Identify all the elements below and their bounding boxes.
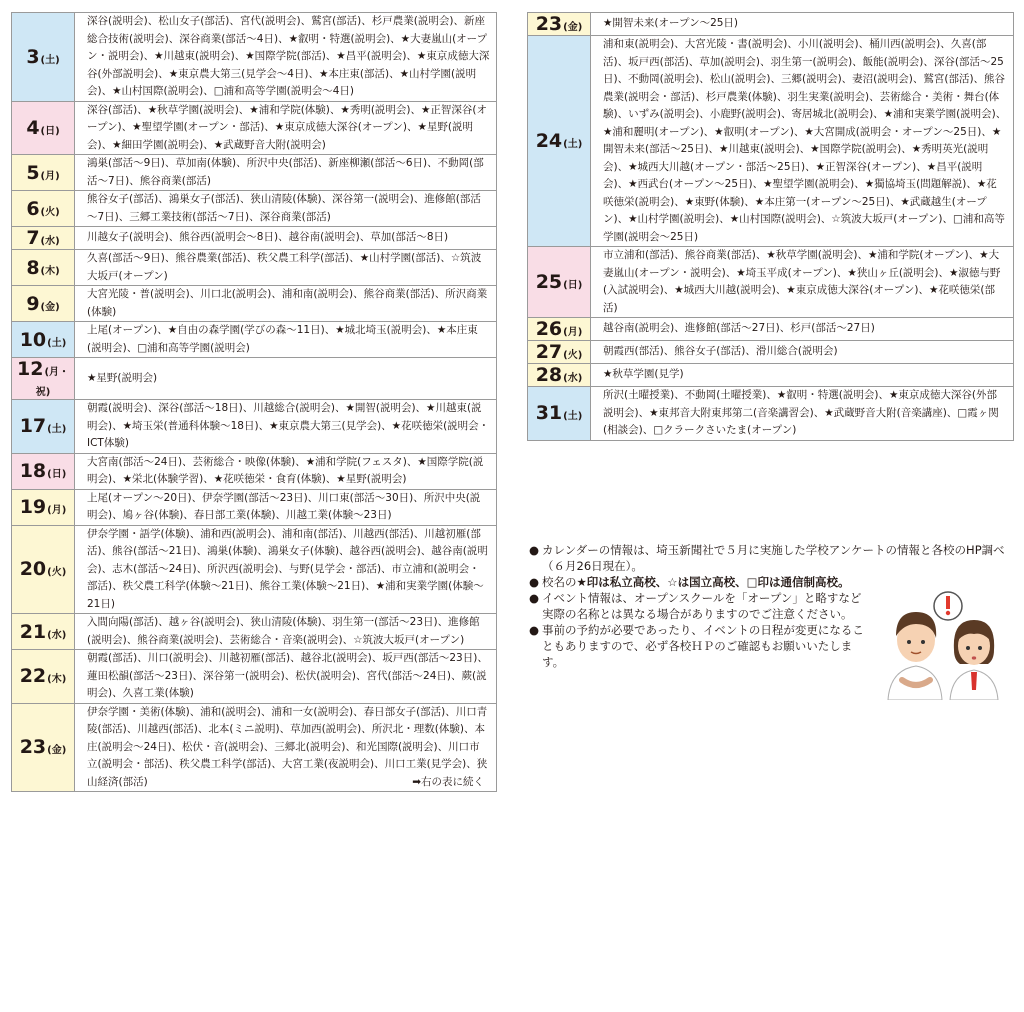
calendar-row xyxy=(12,453,497,489)
date-cell xyxy=(12,400,75,454)
weekday: (月) xyxy=(40,170,60,182)
events-text: 所沢(土曜授業)、不動岡(土曜授業)、★叡明・特選(説明会)、★東京成徳大深谷(外部説明会)、★東邦音大附東邦第二(音楽講習会)、★武蔵野音大附(音楽講座)、□霞ヶ関(相談会)、□クラークさいたま(オープン) xyxy=(603,389,999,436)
date-cell xyxy=(12,13,75,102)
events-text: 朝霞(部活)、川口(説明会)、川越初雁(部活)、越谷北(説明会)、坂戸西(部活～23日)、蓮田松韻(部活～23日)、深谷第一(説明会)、松伏(説明会)、宮代(部活～24日)、蕨(説明会)、久喜工業(体験) xyxy=(87,652,488,699)
bullet-icon: ● xyxy=(529,591,540,605)
events-text: 久喜(部活～9日)、熊谷農業(部活)、秩父農工科学(部活)、★山村学園(部活)、☆筑波大坂戸(オープン) xyxy=(87,252,482,282)
calendar-row xyxy=(12,13,497,102)
events-cell xyxy=(75,703,497,792)
day-number: 19 xyxy=(19,496,47,518)
events-text: 熊谷女子(部活)、鴻巣女子(部活)、狭山清陵(体験)、深谷第一(説明会)、進修館(部活～7日)、三郷工業技術(部活～7日)、深谷商業(部活) xyxy=(87,193,481,223)
bullet-icon: ● xyxy=(529,575,540,589)
day-number: 25 xyxy=(535,271,563,293)
bullet-icon: ● xyxy=(529,543,540,557)
events-text: 深谷(部活)、★秋草学園(説明会)、★浦和学院(体験)、★秀明(説明会)、★正智深谷(オープン)、★聖望学園(オープン・部活)、★東京成徳大深谷(オープン)、★星野(説明会)、★細田学園(説明会)、★武蔵野音大附(説明会) xyxy=(87,103,488,151)
events-text: 鴻巣(部活～9日)、草加南(体験)、所沢中央(部活)、新座柳瀬(部活～6日)、不動岡(部活～7日)、熊谷商業(部活) xyxy=(87,157,484,187)
date-cell xyxy=(528,36,591,247)
weekday: (土) xyxy=(47,424,67,436)
exclamation-icon xyxy=(934,592,962,620)
events-text: 大宮南(部活～24日)、芸術総合・映像(体験)、★浦和学院(フェスタ)、★国際学院(説明会)、★栄北(体験学習)、★花咲徳栄・食育(体験)、★星野(説明会) xyxy=(87,455,484,485)
events-cell xyxy=(75,489,497,525)
events-text: 伊奈学園・美術(体験)、浦和(説明会)、浦和一女(説明会)、春日部女子(部活)、川口青陵(部活)、川越西(部活)、北本(ミニ説明)、草加西(説明会)、所沢北・理数(体験)、本庄(説明会～24日)、松伏・音(説明会)、三郷北(説明会)、和光国際(説明会)、川口市立(説明会・部活)、秩父農工科学(部活)、大宮工業(夜説明会)、川口工業(見学会)、狭山経済(部活) xyxy=(87,705,488,788)
events-cell xyxy=(75,322,497,358)
date-cell xyxy=(12,489,75,525)
events-text: ★星野(説明会) xyxy=(87,371,158,384)
events-text: 上尾(オープン)、★自由の森学園(学びの森～11日)、★城北埼玉(説明会)、★本庄東(説明会)、□浦和高等学園(説明会) xyxy=(87,324,478,354)
weekday: (木) xyxy=(47,674,67,686)
day-number: 18 xyxy=(19,460,47,482)
date-cell xyxy=(528,364,591,387)
calendar-row xyxy=(528,387,1014,441)
note-source xyxy=(529,542,1009,574)
events-cell xyxy=(591,364,1014,387)
calendar-row xyxy=(528,318,1014,341)
events-cell xyxy=(591,247,1014,318)
events-cell xyxy=(591,36,1014,247)
events-text: 越谷南(説明会)、進修館(部活～27日)、杉戸(部活～27日) xyxy=(603,322,875,335)
date-cell xyxy=(528,247,591,318)
weekday: (月) xyxy=(563,327,583,338)
note-reservation xyxy=(529,622,872,670)
calendar-row xyxy=(12,155,497,191)
events-cell xyxy=(75,13,497,102)
note-text: 事前の予約が必要であったり、イベントの日程が変更になることもありますので、必ず各校ＨＰのご確認もお願いいたします。 xyxy=(542,623,864,669)
weekday: (月) xyxy=(47,505,67,516)
date-cell xyxy=(528,341,591,364)
calendar-row xyxy=(12,191,497,227)
date-cell xyxy=(12,650,75,704)
date-cell xyxy=(528,318,591,341)
day-number: 12 xyxy=(16,358,44,380)
date-cell xyxy=(528,387,591,441)
day-number: 6 xyxy=(26,197,40,220)
date-cell xyxy=(12,358,75,400)
day-number: 9 xyxy=(26,292,40,315)
day-number: 3 xyxy=(26,45,40,68)
weekday: (水) xyxy=(40,236,60,247)
note-text: カレンダーの情報は、埼玉新聞社で５月に実施した学校アンケートの情報と各校のHP調べ（６月26日現在）。 xyxy=(542,543,1005,573)
note-legend xyxy=(529,574,1009,590)
day-number: 23 xyxy=(19,736,47,759)
events-cell xyxy=(591,318,1014,341)
calendar-row xyxy=(12,703,497,792)
date-cell xyxy=(12,101,75,155)
day-number: 23 xyxy=(535,13,563,35)
events-cell xyxy=(75,614,497,650)
calendar-table-right xyxy=(527,12,1014,441)
events-cell xyxy=(591,341,1014,364)
events-text: 市立浦和(部活)、熊谷商業(部活)、★秋草学園(説明会)、★浦和学院(オープン)、★大妻嵐山(オープン・説明会)、★埼玉平成(オープン)、★狭山ヶ丘(説明会)、★淑徳与野(入試説明会)、★城西大川越(説明会)、★東京成徳大深谷(オープン)、★花咲徳栄(部活) xyxy=(603,249,1001,314)
events-cell xyxy=(75,227,497,250)
calendar-row xyxy=(528,341,1014,364)
events-text: 入間向陽(部活)、越ヶ谷(説明会)、狭山清陵(体験)、羽生第一(部活～23日)、進修館(説明会)、熊谷商業(説明会)、芸術総合・音楽(説明会)、☆筑波大坂戸(オープン) xyxy=(87,616,480,646)
events-cell xyxy=(75,286,497,322)
events-text: 伊奈学園・語学(体験)、浦和西(説明会)、浦和南(部活)、川越西(部活)、川越初雁(部活)、熊谷(部活～21日)、鴻巣(体験)、鴻巣女子(体験)、越谷西(説明会)、越谷南(説明会)、志木(部活～24日)、所沢西(説明会)、与野(見学会・部活)、市立浦和(説明会・部活)、秩父農工科学(体験～21日)、熊谷工業(体験～21日)、★浦和実業学園(体験～21日) xyxy=(87,527,488,610)
day-number: 24 xyxy=(535,130,563,152)
day-number: 10 xyxy=(19,328,47,351)
calendar-row xyxy=(12,650,497,704)
weekday: (金) xyxy=(563,22,583,33)
weekday: (土) xyxy=(563,139,583,150)
calendar-row xyxy=(12,286,497,322)
day-number: 31 xyxy=(535,402,563,425)
date-cell xyxy=(12,453,75,489)
day-number: 28 xyxy=(535,364,563,386)
date-cell xyxy=(12,227,75,250)
calendar-row xyxy=(12,489,497,525)
weekday: (火) xyxy=(563,350,583,361)
students-illustration-icon xyxy=(878,590,1008,700)
events-cell xyxy=(591,387,1014,441)
calendar-row xyxy=(528,13,1014,36)
weekday: (火) xyxy=(40,206,60,218)
events-cell xyxy=(75,400,497,454)
calendar-row xyxy=(12,400,497,454)
calendar-row xyxy=(528,247,1014,318)
day-number: 21 xyxy=(19,620,47,643)
calendar-row xyxy=(12,614,497,650)
note-text: 校名の xyxy=(542,575,577,589)
note-event-names xyxy=(529,590,872,622)
calendar-row xyxy=(12,101,497,155)
events-text: 上尾(オープン～20日)、伊奈学園(部活～23日)、川口東(部活～30日)、所沢中央(説明会)、鳩ヶ谷(体験)、春日部工業(体験)、川越工業(体験～23日) xyxy=(87,491,481,521)
bullet-icon: ● xyxy=(529,623,540,637)
girl-icon xyxy=(950,620,998,700)
calendar-row xyxy=(528,36,1014,247)
day-number: 27 xyxy=(535,341,563,363)
weekday: (水) xyxy=(563,373,583,384)
events-text: ★秋草学園(見学) xyxy=(603,368,684,381)
day-number: 4 xyxy=(26,116,40,139)
weekday: (月・祝) xyxy=(35,367,70,398)
calendar-row xyxy=(12,358,497,400)
calendar-row xyxy=(12,322,497,358)
weekday: (日) xyxy=(40,125,60,137)
events-cell xyxy=(75,358,497,400)
events-text: 朝霞(説明会)、深谷(部活～18日)、川越総合(説明会)、★開智(説明会)、★川越東(説明会)、★埼玉栄(普通科体験～18日)、★東京農大第三(見学会)、★花咲徳栄(説明会・ICT体験) xyxy=(87,402,490,449)
events-text: ★開智未来(オープン～25日) xyxy=(603,17,739,30)
weekday: (水) xyxy=(47,629,67,641)
events-cell xyxy=(75,155,497,191)
date-cell xyxy=(528,13,591,36)
day-number: 5 xyxy=(26,161,40,184)
weekday: (火) xyxy=(47,567,67,579)
date-cell xyxy=(12,191,75,227)
date-cell xyxy=(12,614,75,650)
events-cell xyxy=(75,191,497,227)
events-cell xyxy=(75,101,497,155)
events-text: 大宮光陵・普(説明会)、川口北(説明会)、浦和南(説明会)、熊谷商業(部活)、所沢商業(体験) xyxy=(87,288,488,318)
events-cell xyxy=(591,13,1014,36)
calendar-row xyxy=(12,525,497,614)
date-cell xyxy=(12,525,75,614)
events-cell xyxy=(75,453,497,489)
weekday: (日) xyxy=(47,469,67,480)
date-cell xyxy=(12,155,75,191)
calendar-row xyxy=(12,250,497,286)
day-number: 20 xyxy=(19,558,47,581)
date-cell xyxy=(12,703,75,792)
weekday: (土) xyxy=(40,54,60,66)
events-text: 川越女子(説明会)、熊谷西(説明会～8日)、越谷南(説明会)、草加(部活～8日) xyxy=(87,231,449,244)
boy-icon xyxy=(888,612,942,700)
weekday: (金) xyxy=(47,745,67,757)
day-number: 26 xyxy=(535,318,563,340)
weekday: (土) xyxy=(47,337,67,349)
calendar-row xyxy=(12,227,497,250)
day-number: 8 xyxy=(26,256,40,279)
events-text: 深谷(説明会)、松山女子(部活)、宮代(説明会)、鷲宮(部活)、杉戸農業(説明会)、新座総合技術(説明会)、深谷商業(部活～4日)、★叡明・特選(説明会)、★大妻嵐山(オープン・説明会)、★川越東(説明会)、★国際学院(部活)、★昌平(説明会)、★東京成徳大深谷(外部説明会)、★東京農大第三(見学会～4日)、★本庄東(部活)、★山村学園(説明会)、★山村国際(説明会)、□浦和高等学園(説明会～4日) xyxy=(87,15,490,97)
events-text: 浦和東(説明会)、大宮光陵・書(説明会)、小川(説明会)、桶川西(説明会)、久喜(部活)、坂戸西(部活)、草加(説明会)、羽生第一(説明会)、飯能(説明会)、深谷(部活～25日)、不動岡(説明会)、松山(説明会)、三郷(説明会)、妻沼(説明会)、鷲宮(部活)、熊谷農業(説明会・部活)、杉戸農業(体験)、羽生実業(説明会)、芸術総合・美術・舞台(体験)、いずみ(説明会)、小鹿野(説明会)、寄居城北(説明会)、★浦和実業学園(説明会)、★浦和麗明(オープン)、★叡明(オープン)、★大宮開成(説明会・オープン～25日)、★開智未来(部活～25日)、★川越東(説明会)、★国際学院(説明会)、★秀明英光(説明会)、★城西大川越(オープン・部活～25日)、★正智深谷(オープン)、★昌平(説明会)、★西武台(オープン～25日)、★聖望学園(説明会)、★獨協埼玉(問題解説)、★花咲徳栄(説明会)、★東野(体験)、★本庄第一(オープン～25日)、★武蔵越生(オープン)、★山村学園(説明会)、★山村国際(説明会)、☆筑波大坂戸(オープン)、□浦和高等学園(説明会～25日) xyxy=(603,38,1007,243)
continue-note: ➡右の表に続く xyxy=(412,775,484,788)
date-cell xyxy=(12,286,75,322)
events-cell xyxy=(75,650,497,704)
events-cell xyxy=(75,525,497,614)
weekday: (金) xyxy=(40,301,60,313)
legend-text: ★印は私立高校、☆は国立高校、□印は通信制高校。 xyxy=(576,575,850,589)
weekday: (土) xyxy=(563,411,583,423)
weekday: (日) xyxy=(563,280,583,291)
day-number: 17 xyxy=(19,415,47,438)
date-cell xyxy=(12,322,75,358)
events-cell xyxy=(75,250,497,286)
day-number: 7 xyxy=(26,227,40,249)
events-text: 朝霞西(部活)、熊谷女子(部活)、滑川総合(説明会) xyxy=(603,345,838,358)
day-number: 22 xyxy=(19,665,47,688)
weekday: (木) xyxy=(40,265,60,277)
calendar-table-left xyxy=(11,12,497,792)
date-cell xyxy=(12,250,75,286)
note-text: イベント情報は、オープンスクールを「オープン」と略すなど実際の名称とは異なる場合がありますのでご注意ください。 xyxy=(542,591,862,621)
calendar-row xyxy=(528,364,1014,387)
